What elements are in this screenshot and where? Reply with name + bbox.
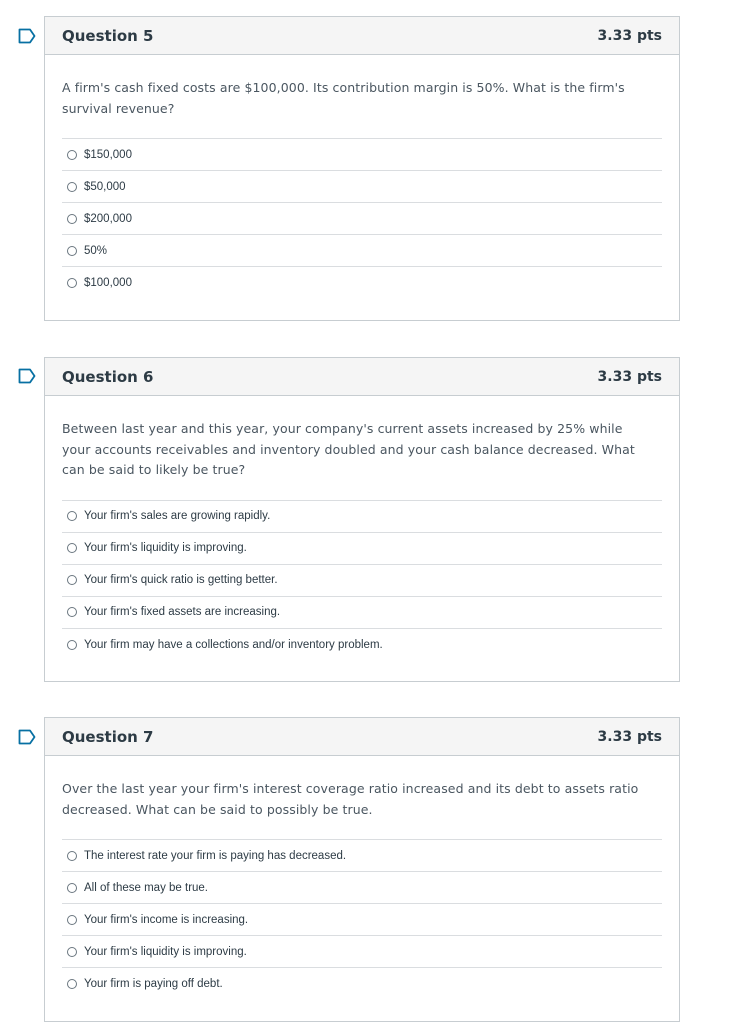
answer-option[interactable]: [62, 267, 662, 299]
radio-icon[interactable]: [67, 979, 77, 989]
answer-label: $100,000: [84, 277, 132, 289]
radio-icon[interactable]: [67, 575, 77, 585]
answer-label: $150,000: [84, 148, 132, 161]
answer-label: Your firm's fixed assets are increasing.: [84, 606, 281, 618]
radio-icon[interactable]: [67, 640, 77, 650]
answer-label: The interest rate your firm is paying has decreased.: [84, 849, 347, 862]
question-header: [45, 358, 679, 396]
question-title: Question 6: [62, 367, 154, 386]
question-points: 3.33 pts: [597, 728, 662, 745]
radio-icon[interactable]: [67, 543, 77, 553]
flag-question-icon[interactable]: [18, 28, 36, 44]
question-text: Between last year and this year, your company's current assets increased by 25% while your accounts receivables and inventory doubled and your cash balance decreased. What can be said to likely be true?: [62, 421, 635, 477]
answer-label: All of these may be true.: [84, 881, 209, 894]
answer-option[interactable]: [62, 171, 662, 203]
question-header: [45, 718, 679, 756]
answer-list: [62, 138, 662, 299]
radio-icon[interactable]: [67, 511, 77, 521]
question-text: A firm's cash fixed costs are $100,000. Its contribution margin is 50%. What is the firm's survival revenue?: [62, 80, 625, 116]
question-points: 3.33 pts: [597, 368, 662, 385]
answer-option[interactable]: [62, 203, 662, 235]
answer-option[interactable]: [62, 872, 662, 904]
answer-option[interactable]: [62, 139, 662, 171]
flag-question-icon[interactable]: [18, 368, 36, 384]
answer-option[interactable]: [62, 840, 662, 872]
question-card: [44, 16, 680, 321]
question-points: 3.33 pts: [597, 27, 662, 44]
answer-label: $200,000: [84, 212, 132, 225]
answer-list: [62, 839, 662, 1000]
answer-option[interactable]: [62, 597, 662, 629]
radio-icon[interactable]: [67, 915, 77, 925]
answer-list: [62, 500, 662, 661]
answer-label: $50,000: [84, 180, 126, 193]
answer-option[interactable]: [62, 501, 662, 533]
question-title: Question 7: [62, 727, 154, 746]
question-card: [44, 717, 680, 1022]
question-header: [45, 17, 679, 55]
answer-label: Your firm's liquidity is improving.: [84, 542, 247, 554]
question-text: Over the last year your firm's interest coverage ratio increased and its debt to assets ratio decreased. What can be said to possibly be true.: [62, 781, 639, 817]
answer-label: 50%: [84, 244, 108, 257]
radio-icon[interactable]: [67, 246, 77, 256]
radio-icon[interactable]: [67, 278, 77, 288]
radio-icon[interactable]: [67, 607, 77, 617]
answer-option[interactable]: [62, 565, 662, 597]
answer-option[interactable]: [62, 936, 662, 968]
answer-label: Your firm may have a collections and/or inventory problem.: [84, 638, 383, 651]
question-card: [44, 357, 680, 682]
radio-icon[interactable]: [67, 851, 77, 861]
answer-label: Your firm is paying off debt.: [84, 978, 223, 990]
radio-icon[interactable]: [67, 214, 77, 224]
answer-label: Your firm's quick ratio is getting better.: [84, 574, 278, 586]
answer-option[interactable]: [62, 904, 662, 936]
answer-option[interactable]: [62, 968, 662, 1000]
radio-icon[interactable]: [67, 182, 77, 192]
question-title: Question 5: [62, 26, 154, 45]
answer-label: Your firm's sales are growing rapidly.: [84, 510, 271, 522]
flag-question-icon[interactable]: [18, 729, 36, 745]
answer-label: Your firm's liquidity is improving.: [84, 945, 247, 958]
answer-option[interactable]: [62, 235, 662, 267]
answer-label: Your firm's income is increasing.: [84, 913, 249, 926]
answer-option[interactable]: [62, 533, 662, 565]
radio-icon[interactable]: [67, 150, 77, 160]
radio-icon[interactable]: [67, 883, 77, 893]
answer-option[interactable]: [62, 629, 662, 661]
radio-icon[interactable]: [67, 947, 77, 957]
